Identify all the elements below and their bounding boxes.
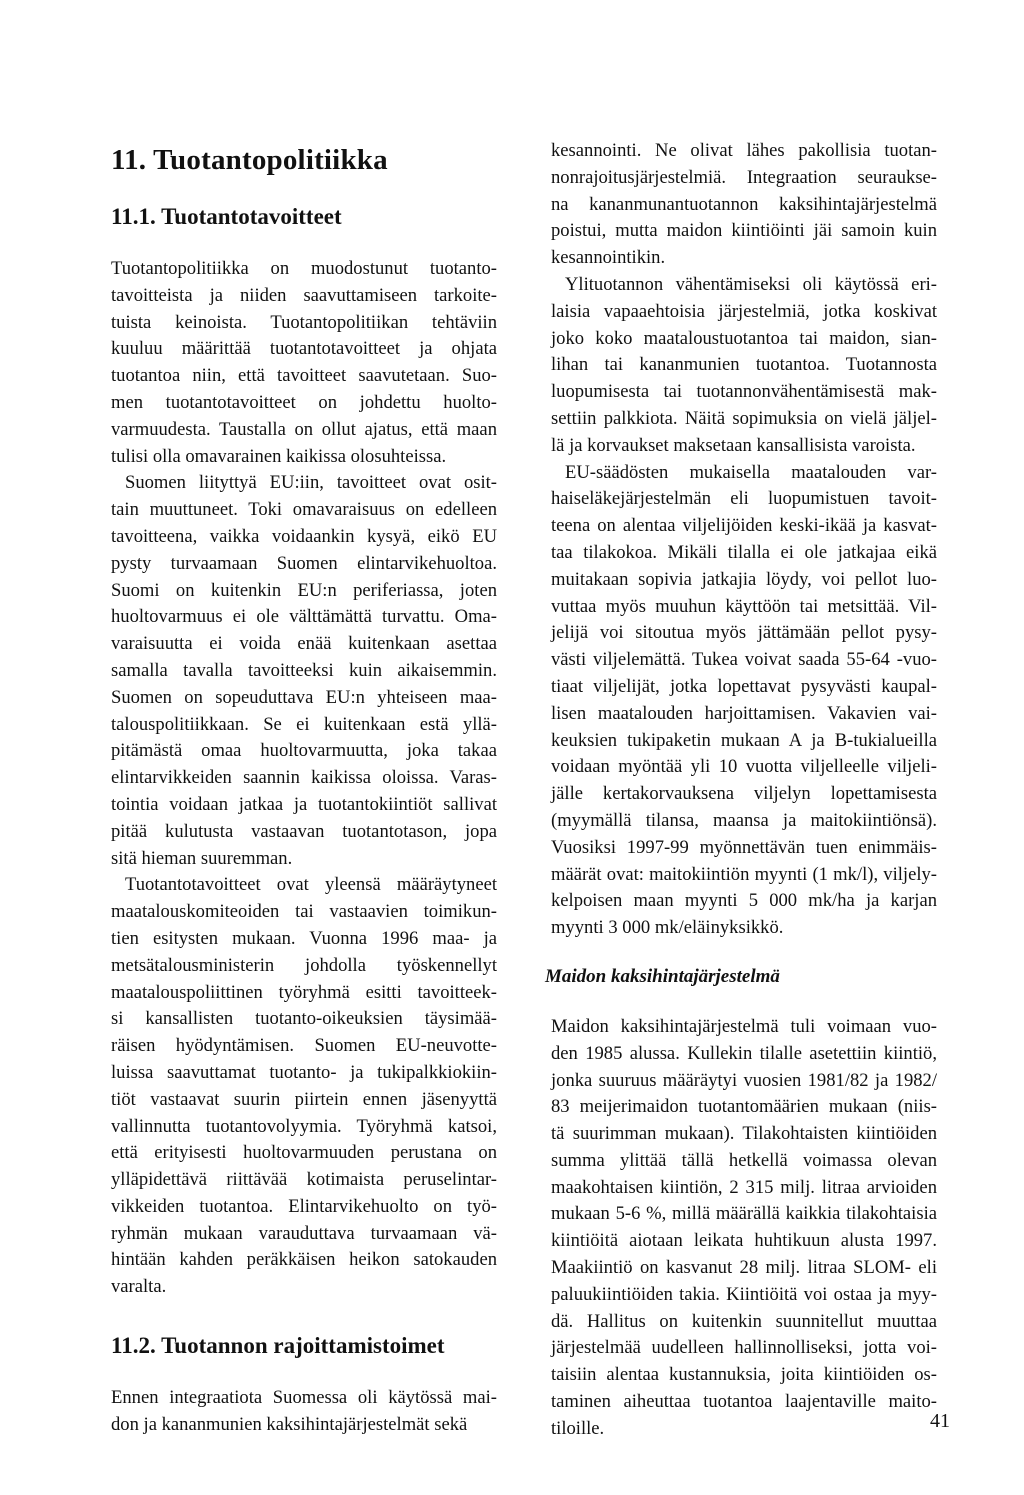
section-title-11-1: 11.1. Tuotantotavoitteet <box>111 204 342 229</box>
text-line: ylläpidettävä riittävää kotimaista peruselintar- <box>111 1169 497 1191</box>
paragraph <box>551 138 937 272</box>
text-line: muitakaan sopivia jatkajia löydy, voi pellot luo- <box>551 568 937 590</box>
text-line: tointia voidaan jatkaa ja tuotantokiintiöt sallivat <box>111 793 497 815</box>
text-line: (myymällä tilansa, maansa ja maitokiintiönsä). <box>551 809 937 831</box>
text-line: 83 meijerimaidon tuotantomäärien mukaan (niis- <box>551 1096 937 1118</box>
text-line: tulisi olla omavarainen kaikissa olosuhteissa. <box>111 445 447 467</box>
text-line: Ylituotannon vähentämiseksi oli käytössä eri- <box>565 273 937 295</box>
text-line: vikkeiden tuotantoa. Elintarvikehuolto on työ- <box>111 1195 497 1217</box>
text-line: joko koko maataloustuotantoa tai maidon, sian- <box>551 327 937 349</box>
paragraph <box>551 1014 937 1443</box>
text-line: varaisuutta ei voida enää kuitenkaan asettaa <box>111 633 497 655</box>
subheading-maidon-kaksihintajarjestelma: Maidon kaksihintajärjestelmä <box>545 965 780 987</box>
text-line: Maidon kaksihintajärjestelmä tuli voimaan vuo- <box>551 1015 937 1037</box>
text-line: kiintiöitä aiotaan leikata huhtikuun alusta 1997. <box>551 1230 937 1252</box>
left-paragraphs <box>105 256 497 1301</box>
text-line: tuotantoa niin, että tavoitteet saavutetaan. Suo- <box>111 365 497 387</box>
text-line: luopumisesta tai tuotannonvähentämisestä mak- <box>551 381 937 403</box>
text-line: lisen maatalouden harjoittamisen. Vakavien vai- <box>551 702 937 724</box>
text-line: Maakiintiö on kasvanut 28 milj. litraa SLOM- eli <box>551 1257 937 1279</box>
text-line: tain muuttuneet. Toki omavaraisuus on edelleen <box>111 499 497 521</box>
text-line: huoltovarmuus ei ole välttämättä turvattu. Oma- <box>111 606 497 628</box>
text-line: varmuudesta. Taustalla on ollut ajatus, että maan <box>111 418 497 440</box>
text-line: tien esitysten mukaan. Vuonna 1996 maa- ja <box>111 927 497 949</box>
text-line: Suomen liityttyä EU:iin, tavoitteet ovat osit- <box>125 472 497 494</box>
text-line: pitää kulutusta vastaavan tuotantotason, jopa <box>111 820 497 842</box>
text-line: tiöt vastaavat suurin piirtein ennen jäsenyyttä <box>111 1088 497 1110</box>
text-line: samalla tavalla tavoitteeksi kuin aikaisemmin. <box>111 659 497 681</box>
text-line: keuksien tukipaketin mukaan A ja B-tukialueilla <box>551 729 937 751</box>
paragraph <box>111 470 497 872</box>
text-line: laisia vapaaehtoisia järjestelmiä, jotka koskivat <box>551 300 937 322</box>
text-line: paluukiintiöiden takia. Kiintiöitä voi ostaa ja myy- <box>551 1283 937 1305</box>
text-line: mukaan 5-6 %, millä määrällä kaikkia tilakohtaisia <box>551 1203 937 1225</box>
text-line: määrät ovat: maitokiintiön myynti (1 mk/l), viljely- <box>551 863 937 885</box>
text-line: sitä hieman suuremman. <box>111 847 293 869</box>
paragraph <box>111 256 497 470</box>
text-line: tavoitteena, vaikka voidaankin kysyä, eikö EU <box>111 525 497 547</box>
text-line: dä. Hallitus on kuitenkin suunnitellut muuttaa <box>551 1310 937 1332</box>
text-line: pysty turvaamaan Suomen elintarvikehuoltoa. <box>111 552 497 574</box>
text-line: tuista keinoista. Tuotantopolitiikan tehtäviin <box>111 311 497 333</box>
text-line: maatalouspoliittinen työryhmä esitti tavoitteek- <box>111 981 497 1003</box>
text-line: taisiin alentaa kustannuksia, joita kiintiöiden os- <box>551 1364 937 1386</box>
text-line: tä suurimman mukaan). Tilakohtaisten kiintiöiden <box>551 1123 937 1145</box>
text-line: hintään kahden peräkkäisen heikon satokauden <box>111 1249 497 1271</box>
text-line: varalta. <box>111 1276 167 1298</box>
left-column <box>105 138 497 1439</box>
text-line: vuttaa myös muuhun käyttöön tai metsittää. Vil- <box>551 595 937 617</box>
text-line: ryhmän mukaan varauduttava turvaamaan vä- <box>111 1222 497 1244</box>
text-line: men tuotantotavoitteet on johdettu huolto- <box>111 391 497 413</box>
text-line: Suomen on sopeuduttava EU:n yhteiseen maa- <box>111 686 497 708</box>
text-line: vallinnutta tuotantovolyymia. Työryhmä katsoi, <box>111 1115 497 1137</box>
text-line: summa ylittää tällä hetkellä voimassa olevan <box>551 1149 937 1171</box>
text-line: Tuotantotavoitteet ovat yleensä määräytyneet <box>125 874 497 896</box>
text-line: den 1985 alussa. Kullekin tilalle asetettiin kiintiö, <box>551 1042 937 1064</box>
text-line: poistui, mutta maidon kiintiöinti jäi samoin kuin <box>551 220 937 242</box>
text-line: tiloille. <box>551 1417 605 1439</box>
text-line: myynti 3 000 mk/eläinyksikkö. <box>551 917 784 939</box>
text-line: si kansallisten tuotanto-oikeuksien täysimää- <box>111 1008 497 1030</box>
text-line: maatalouskomiteoiden tai vastaavien toimikun- <box>111 901 497 923</box>
text-line: elintarvikkeiden saannin kaikissa oloissa. Varas- <box>111 767 497 789</box>
section-2-paragraph <box>105 1385 497 1439</box>
text-line: metsätalousministerin johdolla työskennellyt <box>111 954 497 976</box>
text-line: taminen aiheuttaa tuotantoa laajentaville maito- <box>551 1391 937 1413</box>
text-line: don ja kananmunien kaksihintajärjestelmät sekä <box>111 1413 468 1435</box>
right-column <box>545 138 937 1443</box>
text-line: pitämästä omaa huoltovarmuutta, joka takaa <box>111 740 497 762</box>
text-line: räisen hyödyntämisen. Suomen EU-neuvotte- <box>111 1035 497 1057</box>
paragraph <box>551 460 937 942</box>
text-line: että erityisesti huoltovarmuuden perustana on <box>111 1142 497 1164</box>
paragraph <box>111 1385 497 1439</box>
text-line: kelpoisen maan myynti 5 000 mk/ha ja karjan <box>551 890 937 912</box>
text-line: västi viljelemättä. Tukea voivat saada 55-64 -vuo- <box>551 649 937 671</box>
chapter-title: 11. Tuotantopolitiikka <box>111 144 388 176</box>
text-line: settiin palkkiota. Näitä sopimuksia on vielä jäljel- <box>551 407 937 429</box>
text-line: jälle kertakorvauksena viljelyn lopettamisesta <box>551 783 937 805</box>
text-line: teena on alentaa viljelijöiden keski-ikää ja kasvat- <box>551 515 937 537</box>
text-line: na kananmunantuotannon kaksihintajärjestelmä <box>551 193 937 215</box>
text-line: talouspolitiikkaan. Se ei kuitenkaan estä yllä- <box>111 713 497 735</box>
text-line: lihan tai kananmunien tuotantoa. Tuotannosta <box>551 354 937 376</box>
milk-quota-paragraph <box>545 1014 937 1443</box>
right-paragraphs <box>545 138 937 942</box>
text-line: lä ja korvaukset maksetaan kansallisista varoista. <box>551 434 916 456</box>
page-number: 41 <box>930 1410 950 1432</box>
paragraph <box>551 272 937 460</box>
text-line: jelijä voi sitoutua myös jättämään pellot pysy- <box>551 622 937 644</box>
text-line: luissa saavuttamat tuotanto- ja tukipalkkiokiin- <box>111 1061 497 1083</box>
text-line: maakohtaisen kiintiön, 2 315 milj. litraa arvioiden <box>551 1176 937 1198</box>
text-line: taa tilakokoa. Mikäli tilalla ei ole jatkajaa eikä <box>551 541 937 563</box>
text-line: jonka suuruus määräytyi vuosien 1981/82 ja 1982/ <box>551 1069 937 1091</box>
text-line: kuuluu määrittää tuotantotavoitteet ja ohjata <box>111 338 497 360</box>
text-line: Ennen integraatiota Suomessa oli käytössä mai- <box>111 1387 497 1409</box>
paragraph <box>111 872 497 1301</box>
section-title-11-2: 11.2. Tuotannon rajoittamistoimet <box>111 1333 445 1359</box>
text-line: tiaat viljelijät, jotka lopettavat pysyvästi kaupal- <box>551 675 937 697</box>
text-line: Suomi on kuitenkin EU:n periferiassa, joten <box>111 579 497 601</box>
text-line: EU-säädösten mukaisella maatalouden var- <box>565 461 937 483</box>
text-line: voidaan myöntää yli 10 vuotta viljelleelle viljeli- <box>551 756 937 778</box>
text-line: Tuotantopolitiikka on muodostunut tuotanto- <box>111 258 497 279</box>
text-line: haiseläkejärjestelmän eli luopumistuen tavoit- <box>551 488 937 510</box>
text-line: kesannointi. Ne olivat lähes pakollisia tuotan- <box>551 140 937 161</box>
text-line: järjestelmää uudelleen hallinnolliseksi, jotta voi- <box>551 1337 937 1359</box>
text-line: Vuosiksi 1997-99 myönnettävän tuen enimmäis- <box>551 836 937 858</box>
text-line: nonrajoitusjärjestelmiä. Integraation seurauksе- <box>551 166 937 188</box>
text-line: kesannointikin. <box>551 247 666 269</box>
text-line: tavoitteista ja niiden saavuttamiseen tarkoite- <box>111 284 497 306</box>
